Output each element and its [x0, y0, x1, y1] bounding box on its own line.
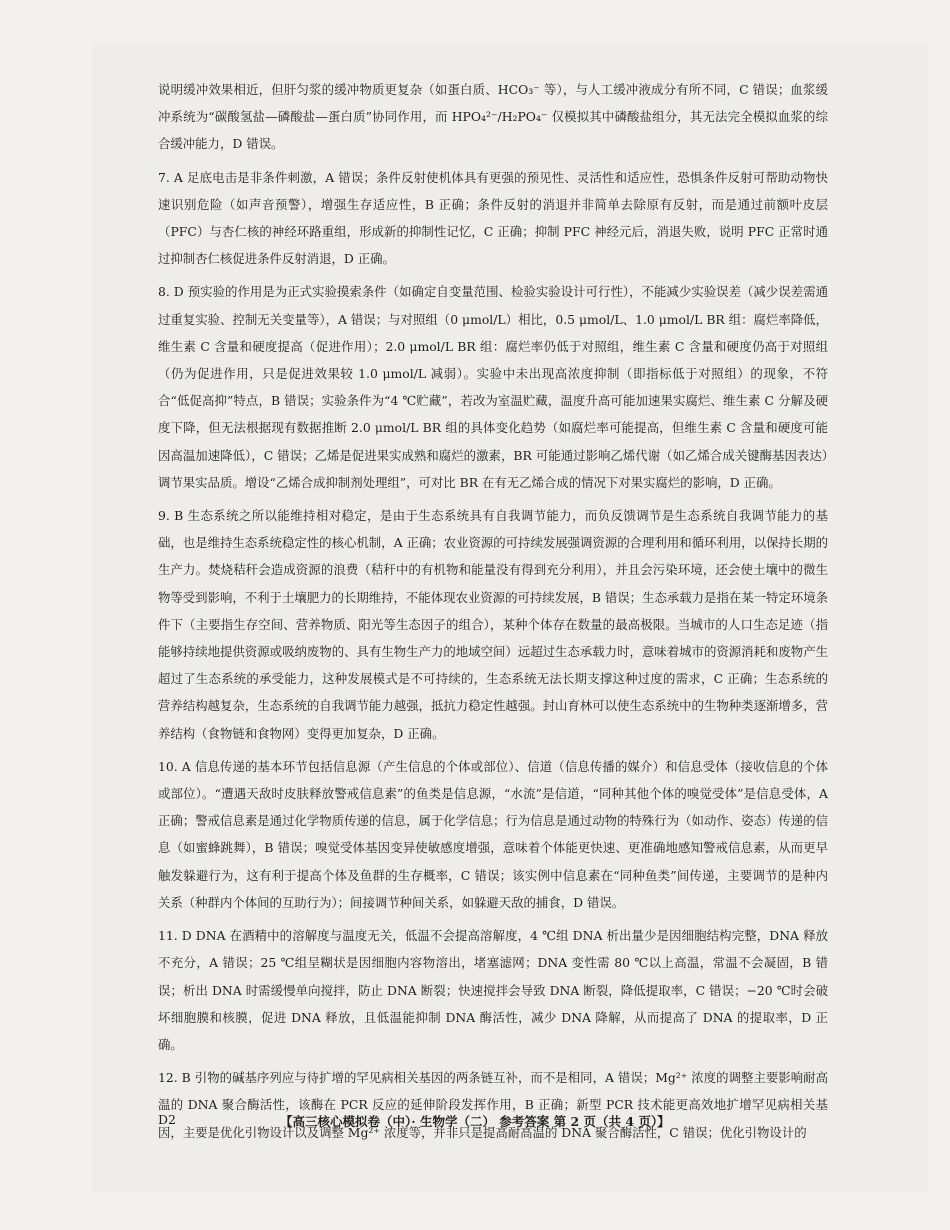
answer-number: 9. B	[158, 508, 184, 524]
answer-explanation: 预实验的作用是为正式实验摸索条件（如确定自变量范围、检验实验设计可行性），不能减少实验误差（减少误差需通过重复实验、控制无关变量等），A 错误；与对照组（0 μmol/L）相比，0.5 μmol/L、1.0 μmol/L BR 组：腐烂率降低，维生素 C 含量和硬度提高（促进作用）；2.0 μmol/L BR 组：腐烂率仍低于对照组，维生素 C 含量和硬度仍高于对照组（仍为促进作用，只是促进效果较 1.0 μmol/L 减弱）。实验中未出现高浓度抑制（即指标低于对照组）的现象，不符合“低促高抑”特点，B 错误；实验条件为“4 ℃贮藏”，若改为室温贮藏，温度升高可能加速果实腐烂、维生素 C 分解及硬度下降，但无法根据现有数据推断 2.0 μmol/L BR 组的具体变化趋势（如腐烂率可能提高，但维生素 C 含量和硬度可能因高温加速降低），C 错误；乙烯是促进果实成熟和腐烂的激素，BR 可能通过影响乙烯代谢（如乙烯合成关键酶基因表达）调节果实品质。增设“乙烯合成抑制剂处理组”，可对比 BR 在有无乙烯合成的情况下对果实腐烂的影响，D 正确。	[158, 284, 828, 490]
answer-explanation: 信息传递的基本环节包括信息源（产生信息的个体或部位）、信道（信息传播的媒介）和信息受体（接收信息的个体或部位）。“遭遇天敌时皮肤释放警戒信息素”的鱼类是信息源，“水流”是信道，“同种其他个体的嗅觉受体”是信息受体，A 正确；警戒信息素是通过化学物质传递的信息，属于化学信息；行为信息是通过动物的特殊行为（如动作、姿态）传递的信息（如蜜蜂跳舞），B 错误；嗅觉受体基因变异使敏感度增强，意味着个体能更快速、更准确地感知警戒信息素，从而更早触发躲避行为，这有利于提高个体及鱼群的生存概率，C 错误；该实例中信息素在“同种鱼类”间传递，主要调节的是种内关系（种群内个体间的互助行为）；间接调节种间关系，如躲避天敌的捕食，D 错误。	[158, 758, 828, 910]
answer-item	[158, 1064, 828, 1146]
answer-explanation: DNA 在酒精中的溶解度与温度无关，低温不会提高溶解度，4 ℃组 DNA 析出量少是因细胞结构完整，DNA 释放不充分，A 错误；25 ℃组呈糊状是因细胞内容物溶出，堵塞滤网；DNA 变性需 80 ℃以上高温，常温不会凝固，B 错误；析出 DNA 时需缓慢单向搅拌，防止 DNA 断裂；快速搅拌会导致 DNA 断裂，降低提取率，C 错误；−20 ℃时会破坏细胞膜和核膜，促进 DNA 释放，且低温能抑制 DNA 酶活性，减少 DNA 降解，从而提高了 DNA 的提取率，D 正确。	[158, 928, 828, 1052]
answer-item	[158, 278, 828, 496]
answer-number: 7. A	[158, 169, 183, 185]
answer-explanation: 足底电击是非条件刺激，A 错误；条件反射使机体具有更强的预见性、灵活性和适应性，恐惧条件反射可帮助动物快速识别危险（如声音预警），增强生存适应性，B 正确；条件反射的消退并非简单去除原有反射，而是通过前额叶皮层（PFC）与杏仁核的神经环路重组，形成新的抑制性记忆，C 正确；抑制 PFC 神经元后，消退失败，说明 PFC 正常时通过抑制杏仁核促进条件反射消退，D 正确。	[158, 169, 828, 267]
answer-number: 12. B	[158, 1070, 191, 1086]
page-code: D2	[158, 1112, 176, 1127]
answer-number: 8. D	[158, 284, 184, 300]
answer-item	[158, 502, 828, 747]
answer-item	[158, 753, 828, 916]
answer-item	[158, 164, 828, 273]
answer-explanation: 生态系统之所以能维持相对稳定，是由于生态系统具有自我调节能力，而负反馈调节是生态系统自我调节能力的基础，也是维持生态系统稳定性的核心机制，A 正确；农业资源的可持续发展强调资源的合理利用和循环利用，以保持长期的生产力。焚烧秸秆会造成资源的浪费（秸秆中的有机物和能量没有得到充分利用），并且会污染环境，还会使土壤中的微生物等受到影响，不利于土壤肥力的长期维持，不能体现农业资源的可持续发展，B 错误；生态承载力是指在某一特定环境条件下（主要指生存空间、营养物质、阳光等生态因子的组合），某种个体存在数量的最高极限。当城市的人口生态足迹（指能够持续地提供资源或吸纳废物的、具有生物生产力的地域空间）远超过生态承载力时，意味着城市的资源消耗和废物产生超过了生态系统的承受能力，这种发展模式是不可持续的，生态系统无法长期支撑这种过度的需求，C 正确；生态系统的营养结构越复杂，生态系统的自我调节能力越强，抵抗力稳定性越强。封山育林可以使生态系统中的生物种类逐渐增多，营养结构（食物链和食物网）变得更加复杂，D 正确。	[158, 508, 828, 741]
answer-explanation: 引物的碱基序列应与待扩增的罕见病相关基因的两条链互补，而不是相同，A 错误；Mg²⁺ 浓度的调整主要影响耐高温的 DNA 聚合酶活性，该酶在 PCR 反应的延伸阶段发挥作用，B 正确；新型 PCR 技术能更高效地扩增罕见病相关基因，主要是优化引物设计以及调整 Mg²⁺ 浓度等，并非只是提高耐高温的 DNA 聚合酶活性，C 错误；优化引物设计的	[158, 1070, 828, 1140]
answer-number: 11. D	[158, 928, 192, 944]
page-footer	[158, 1112, 828, 1132]
answer-text-body	[158, 76, 828, 1152]
footer-title: 【高三核心模拟卷（中）· 生物学（二） 参考答案 第 2 页（共 4 页）】	[280, 1114, 670, 1129]
continued-paragraph: 说明缓冲效果相近，但肝匀浆的缓冲物质更复杂（如蛋白质、HCO₃⁻ 等），与人工缓冲液成分有所不同，C 错误；血浆缓冲系统为“碳酸氢盐—磷酸盐—蛋白质”协同作用，而 HPO₄²⁻/H₂PO₄⁻ 仅模拟其中磷酸盐组分，其无法完全模拟血浆的综合缓冲能力，D 错误。	[158, 82, 828, 152]
answer-number: 10. A	[158, 758, 191, 774]
answer-item	[158, 922, 828, 1058]
